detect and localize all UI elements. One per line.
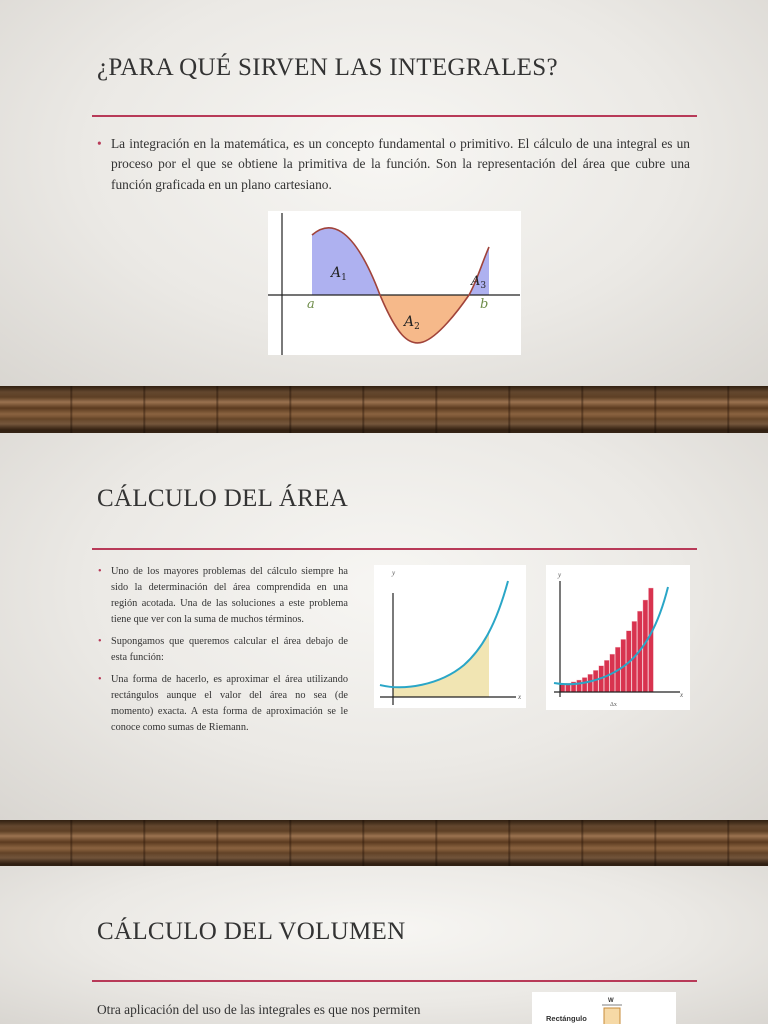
rectangle-label: Rectángulo xyxy=(546,1014,587,1023)
bullet-dot: • xyxy=(98,673,102,685)
x-label: x xyxy=(680,691,684,699)
label-a3-sub: 3 xyxy=(480,281,487,291)
label-a1: A xyxy=(331,265,342,281)
title-divider xyxy=(92,980,697,982)
integral-area-graph xyxy=(268,211,521,355)
label-b: b xyxy=(480,297,489,312)
bullet-text-content: La integración en la matemática, es un concepto fundamental o primitivo. El cálculo de una integral es un proceso por el que se obtiene la primitiva de la función. Son la representación del área que cubre una función graficada en un plano cartesiano. xyxy=(111,136,690,192)
riemann-rectangle xyxy=(588,674,593,692)
bullet-dot: • xyxy=(98,635,102,647)
rectangle-diagram xyxy=(532,992,676,1024)
wood-floor-divider xyxy=(0,386,768,433)
rectangle-shape xyxy=(604,1008,620,1024)
bullet-text xyxy=(97,134,690,195)
riemann-sum-graph xyxy=(546,565,690,710)
slide-title: ¿PARA QUÉ SIRVEN LAS INTEGRALES? xyxy=(97,54,558,81)
area-under-curve-graph xyxy=(374,565,526,708)
integral-area-figure xyxy=(268,211,521,355)
area-under-curve-figure xyxy=(374,565,526,708)
slide-title: CÁLCULO DEL ÁREA xyxy=(97,485,349,512)
bullet-item-text: Uno de los mayores problemas del cálculo siempre ha sido la determinación del área comprendida en una región acotada. Una de las soluciones a este problema tiene que ver con la suma de muchos términos. xyxy=(111,566,348,625)
x-label: x xyxy=(518,693,522,701)
bullet-dot: • xyxy=(97,136,102,151)
label-a2: A xyxy=(404,314,415,330)
bullet-item xyxy=(98,634,348,666)
slide-calculo-volumen xyxy=(0,866,768,1024)
w-label: W xyxy=(608,998,614,1004)
label-a1-sub: 1 xyxy=(341,273,347,283)
riemann-rectangle xyxy=(582,678,587,693)
riemann-rectangle xyxy=(577,680,582,692)
slide-title: CÁLCULO DEL VOLUMEN xyxy=(97,918,406,945)
bullet-item xyxy=(98,564,348,628)
wood-floor-divider xyxy=(0,820,768,866)
label-a: a xyxy=(307,297,315,312)
bullet-item-text: Supongamos que queremos calcular el área debajo de esta función: xyxy=(111,635,348,663)
y-label: y xyxy=(558,571,562,579)
y-label: y xyxy=(392,569,396,577)
bullet-dot: • xyxy=(98,566,102,577)
slide-calculo-area xyxy=(0,433,768,820)
bullet-list xyxy=(98,564,348,742)
title-divider xyxy=(92,115,697,117)
title-divider xyxy=(92,548,697,550)
rectangle-volume-figure xyxy=(532,992,676,1024)
body-text: Otra aplicación del uso de las integrales es que nos permiten xyxy=(97,1002,421,1017)
label-a3: A xyxy=(471,274,481,289)
area-a2 xyxy=(380,295,469,343)
label-a2-sub: 2 xyxy=(414,322,420,332)
bullet-item-text: Una forma de hacerlo, es aproximar el área utilizando rectángulos aunque el valor del área no sea (de momento) exacta. A esta forma de aproximación se le conoce como sumas de Riemann. xyxy=(111,673,348,733)
riemann-sum-figure xyxy=(546,565,690,710)
bullet-item xyxy=(98,672,348,736)
delta-x-label: Δx xyxy=(610,702,617,708)
area-a1 xyxy=(312,228,380,295)
slide-integrales xyxy=(0,0,768,386)
riemann-rectangle xyxy=(648,588,653,692)
